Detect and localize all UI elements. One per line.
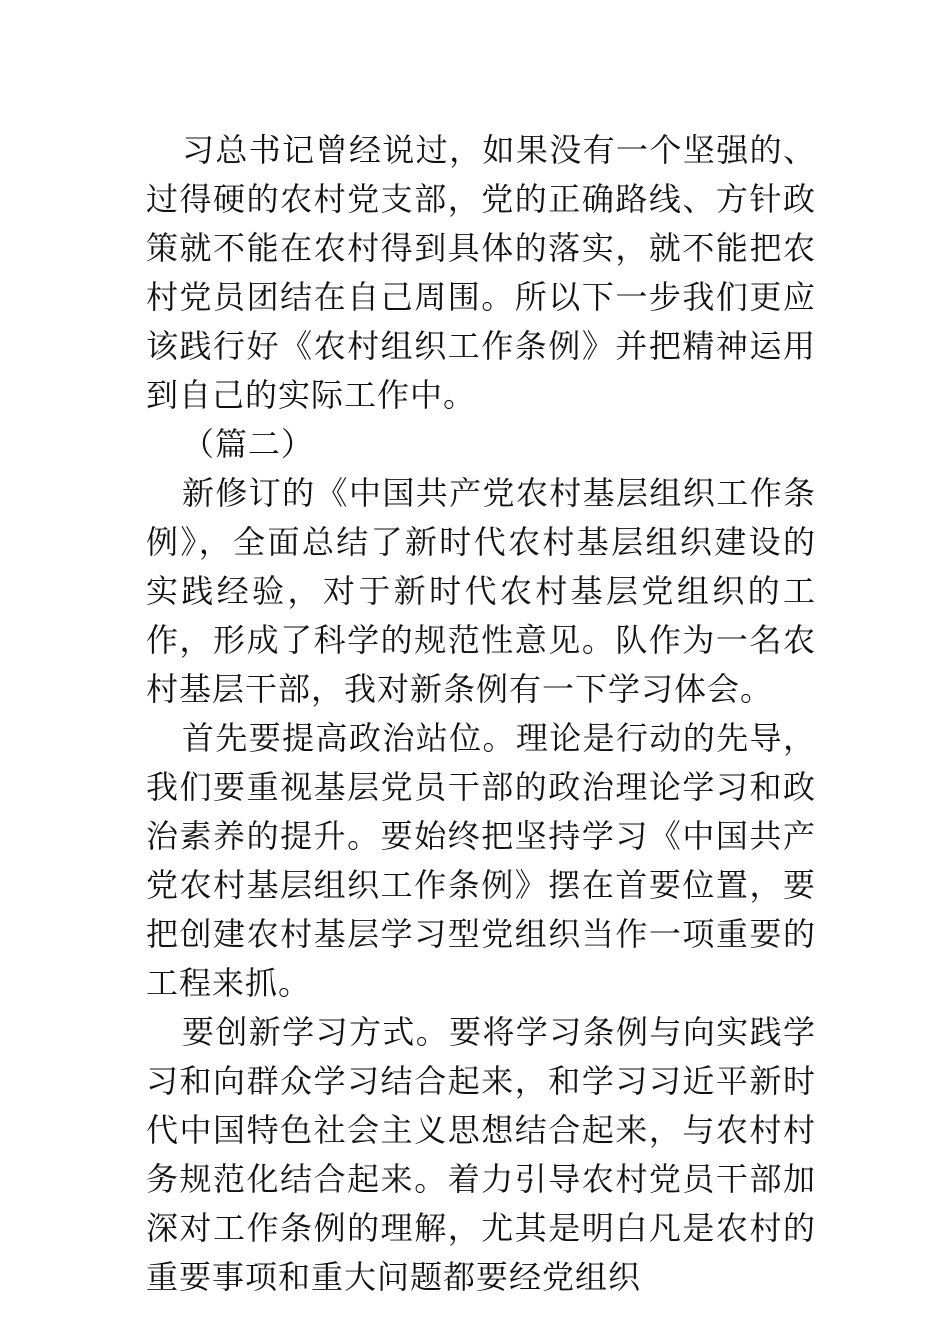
document-body (146, 126, 816, 1302)
paragraph-new-regulation: 新修订的《中国共产党农村基层组织工作条例》，全面总结了新时代农村基层组织建设的实践经验，对于新时代农村基层党组织的工作，形成了科学的规范性意见。队作为一名农村基层干部，我对新条例有一下学习体会。 (146, 474, 816, 708)
section-heading-part-two: （篇二） (182, 425, 315, 463)
paragraph-learning-methods: 要创新学习方式。要将学习条例与向实践学习和向群众学习结合起来，和学习习近平新时代中国特色社会主义思想结合起来，与农村村务规范化结合起来。着力引导农村党员干部加深对工作条例的理解，尤其是明白凡是农村的重要事项和重大问题都要经党组织 (146, 1013, 816, 1296)
paragraph-political-stance: 首先要提高政治站位。理论是行动的先导，我们要重视基层党员干部的政治理论学习和政治素养的提升。要始终把坚持学习《中国共产党农村基层组织工作条例》摆在首要位置，要把创建农村基层学习型党组织当作一项重要的工程来抓。 (146, 719, 816, 1002)
paragraph-intro: 习总书记曾经说过，如果没有一个坚强的、过得硬的农村党支部，党的正确路线、方针政策就不能在农村得到具体的落实，就不能把农村党员团结在自己周围。所以下一步我们更应该践行好《农村组织工作条例》并把精神运用到自己的实际工作中。 (146, 131, 816, 414)
